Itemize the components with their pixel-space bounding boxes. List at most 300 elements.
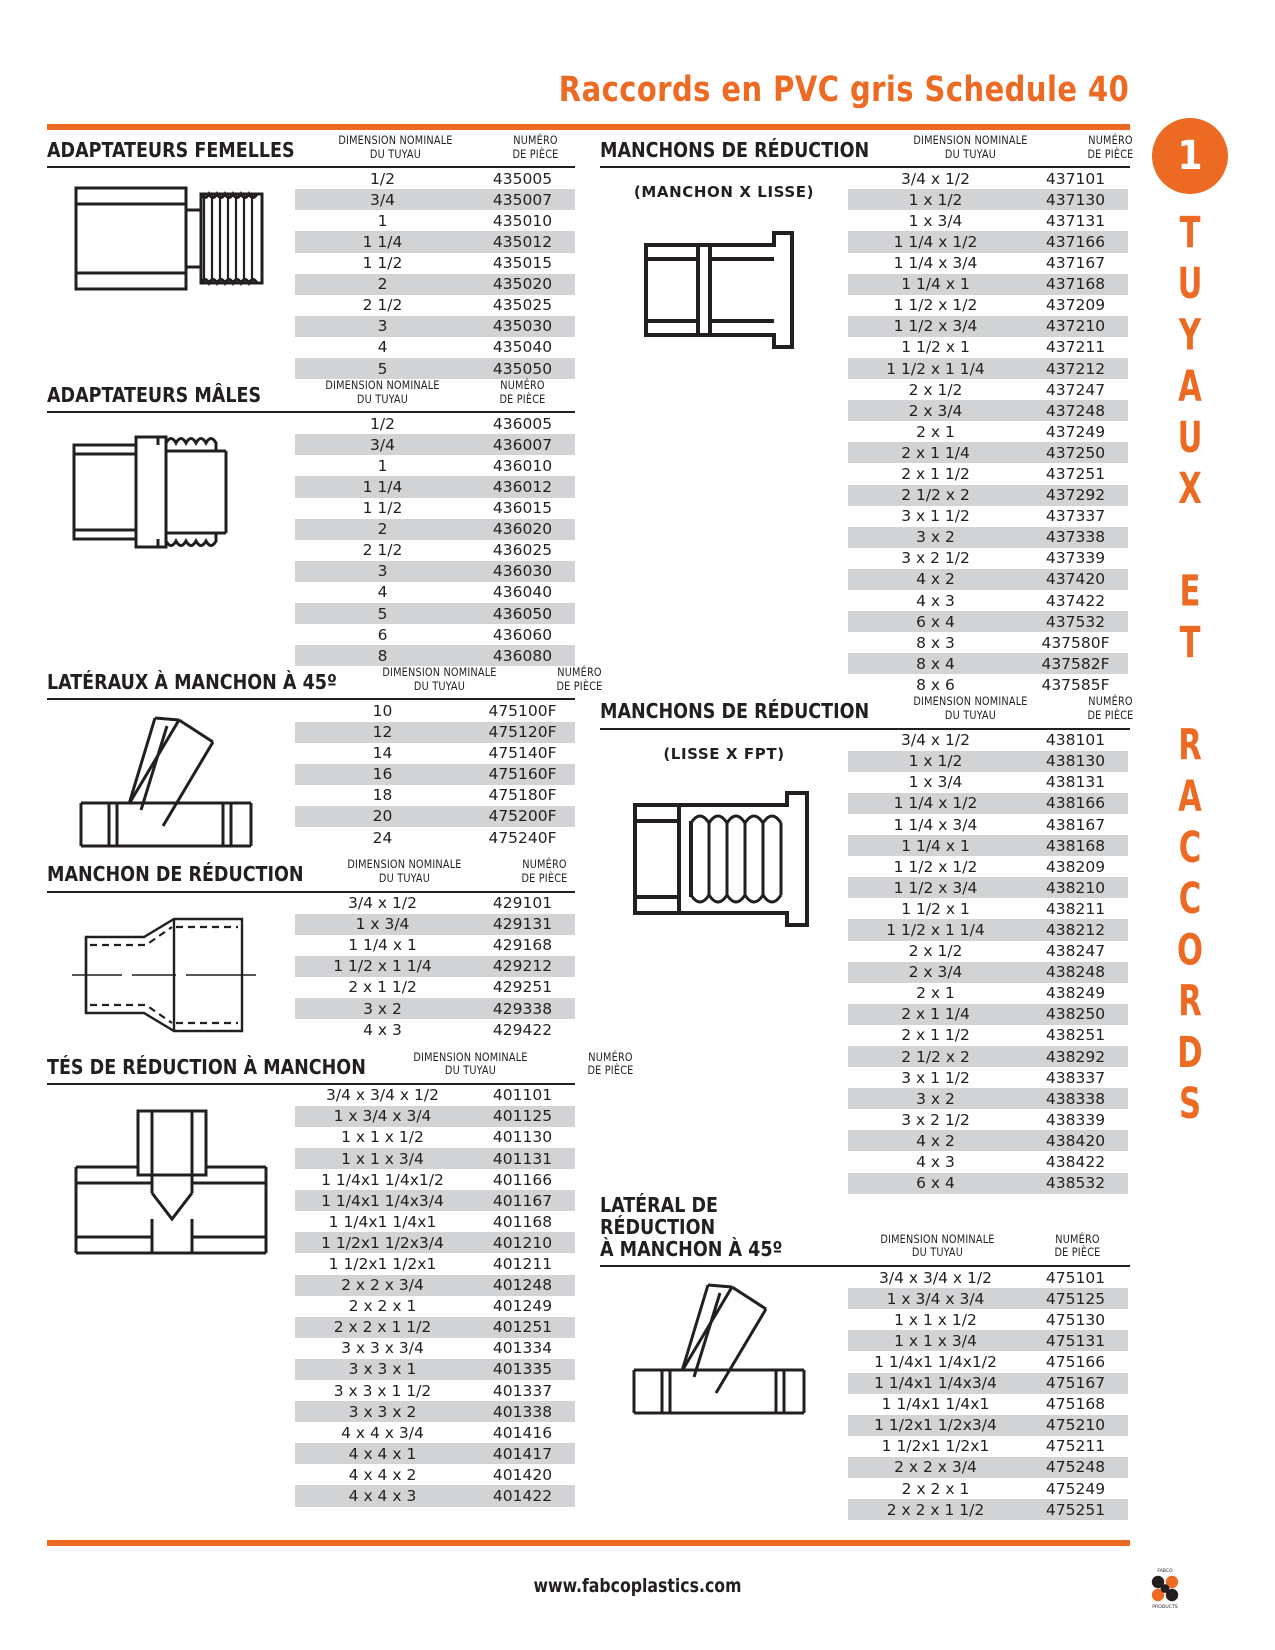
cell-part-number: 438338: [1045, 1089, 1106, 1108]
table-row: [295, 561, 575, 582]
cell-part-number: 437250: [1045, 443, 1106, 462]
cell-dimension: 2 1/2: [362, 541, 403, 560]
table-row: [848, 1309, 1128, 1330]
column-header-part-number-line1: NUMÉRO: [1055, 1231, 1100, 1246]
section-title: MANCHON DE RÉDUCTION: [47, 862, 304, 887]
cell-part-number: 435005: [492, 169, 553, 188]
table-row: [848, 463, 1128, 484]
table-row: [848, 527, 1128, 548]
table-row: [848, 421, 1128, 442]
table-row: [848, 814, 1128, 835]
cell-dimension: 4: [377, 583, 388, 602]
cell-part-number: 401422: [492, 1487, 553, 1506]
table-row: [295, 189, 575, 210]
table-row: [848, 1088, 1128, 1109]
table-row: [295, 1211, 575, 1232]
cell-part-number: 401417: [492, 1444, 553, 1463]
table-row: [848, 400, 1128, 421]
table-row: [295, 295, 575, 316]
cell-part-number: 437210: [1045, 317, 1106, 336]
header-divider-rule: [47, 124, 1130, 130]
svg-text:PRODUCTS: PRODUCTS: [1152, 1605, 1178, 1610]
cell-part-number: 401101: [492, 1086, 553, 1105]
cell-dimension: 2 x 1 1/2: [901, 1026, 970, 1045]
table-row: [848, 337, 1128, 358]
cell-part-number: 437585F: [1041, 675, 1110, 694]
cell-dimension: 3 x 2 1/2: [901, 549, 970, 568]
section-body: [47, 893, 575, 1051]
section-body: [47, 413, 575, 666]
table-row: [295, 231, 575, 252]
cell-dimension: 2: [377, 520, 388, 539]
cell-part-number: 437166: [1045, 232, 1106, 251]
section-title: MANCHONS DE RÉDUCTION: [600, 138, 870, 162]
cell-part-number: 438168: [1045, 836, 1106, 855]
cell-dimension: 1 1/4x1 1/4x1/2: [874, 1352, 997, 1371]
cell-part-number: 438210: [1045, 878, 1106, 897]
cell-dimension: 1 1/2x1 1/2x3/4: [321, 1233, 444, 1252]
cell-dimension: 2 1/2: [362, 296, 403, 315]
table-row: [848, 358, 1128, 379]
cell-dimension: 1 1/4 x 1: [348, 936, 417, 955]
table-row: [295, 358, 575, 379]
column-header-part-number-line2: DE PIÈCE: [1087, 146, 1134, 161]
table-row: [848, 168, 1128, 189]
table-row: [848, 1046, 1128, 1067]
product-table: [295, 1085, 575, 1507]
cell-part-number: 429131: [492, 915, 553, 934]
table-row: [295, 893, 575, 914]
cell-part-number: 401210: [492, 1233, 553, 1252]
column-header-part-number: [1028, 1233, 1127, 1263]
table-row: [848, 485, 1128, 506]
table-row: [848, 1151, 1128, 1172]
section-title: ADAPTATEURS FEMELLES: [47, 138, 295, 162]
table-row: [848, 772, 1128, 793]
table-row: [295, 624, 575, 645]
cell-part-number: 438251: [1045, 1026, 1106, 1045]
cell-part-number: 475167: [1045, 1374, 1106, 1393]
table-row: [295, 998, 575, 1019]
cell-dimension: 20: [372, 807, 393, 826]
table-row: [848, 1394, 1128, 1415]
cell-part-number: 435015: [492, 254, 553, 273]
cell-part-number: 401420: [492, 1465, 553, 1484]
cell-part-number: 436007: [492, 435, 553, 454]
cell-part-number: 436040: [492, 583, 553, 602]
product-illustration: [600, 168, 848, 695]
table-row: [848, 548, 1128, 569]
cell-part-number: 437211: [1045, 338, 1106, 357]
cell-part-number: 437212: [1045, 359, 1106, 378]
table-column-headers: [883, 695, 1163, 725]
table-row: [848, 1109, 1128, 1130]
table-row: [848, 751, 1128, 772]
table-row: [295, 1085, 575, 1106]
cell-dimension: 1 x 3/4: [355, 915, 410, 934]
column-header-part-number-line1: NUMÉRO: [500, 378, 545, 393]
cell-dimension: 4 x 3: [363, 1020, 402, 1039]
column-header-part-number-line2: DE PIÈCE: [499, 391, 546, 406]
section-body: [600, 1267, 1130, 1520]
table-column-headers: [308, 134, 588, 164]
cell-dimension: 1/2: [370, 414, 395, 433]
cell-dimension: 3 x 3 x 1 1/2: [333, 1381, 432, 1400]
cell-part-number: 401125: [492, 1107, 553, 1126]
cell-dimension: 1 1/4 x 1/2: [893, 794, 978, 813]
cell-dimension: 2 x 2 x 3/4: [894, 1458, 977, 1477]
cell-dimension: 4 x 3: [916, 591, 955, 610]
section-header: [47, 134, 575, 166]
table-row: [848, 653, 1128, 674]
section-body: [600, 730, 1130, 1194]
cell-dimension: 1 1/4 x 3/4: [893, 254, 978, 273]
cell-part-number: 435010: [492, 211, 553, 230]
cell-dimension: 3 x 3 x 1: [348, 1360, 417, 1379]
cell-dimension: 1 x 3/4 x 3/4: [886, 1289, 985, 1308]
column-header-part-number-line1: NUMÉRO: [587, 1049, 633, 1064]
column-header-part-number: [473, 379, 572, 409]
cell-part-number: 438130: [1045, 752, 1106, 771]
product-table: [295, 168, 575, 379]
table-column-headers: [317, 858, 597, 888]
cell-part-number: 436080: [492, 646, 553, 665]
cell-part-number: 437532: [1045, 612, 1106, 631]
cell-part-number: 435030: [492, 317, 553, 336]
section-body: [47, 1085, 575, 1507]
cell-dimension: 4 x 4 x 3: [348, 1487, 417, 1506]
footer-website-url[interactable]: www.fabcoplastics.com: [533, 1575, 742, 1597]
table-row: [295, 1380, 575, 1401]
cell-part-number: 429422: [492, 1020, 553, 1039]
table-row: [848, 231, 1128, 252]
cell-part-number: 437422: [1045, 591, 1106, 610]
product-illustration: [600, 730, 848, 1194]
table-row: [848, 590, 1128, 611]
cell-dimension: 1 1/4 x 1/2: [893, 232, 978, 251]
cell-part-number: 438167: [1045, 815, 1106, 834]
reducing-tee-figure: [66, 1093, 276, 1283]
cell-dimension: 1 1/2x1 1/2x1: [328, 1254, 437, 1273]
cell-dimension: 1 1/4x1 1/4x1: [328, 1212, 437, 1231]
table-row: [848, 189, 1128, 210]
table-row: [848, 1067, 1128, 1088]
product-section-manchons-reduction-lisse-x-fpt: [600, 694, 1134, 1193]
product-table: [848, 730, 1128, 1194]
table-row: [295, 519, 575, 540]
cell-dimension: 4 x 3: [916, 1153, 955, 1172]
column-header-part-number: [495, 858, 594, 888]
cell-dimension: 6: [377, 625, 388, 644]
cell-dimension: 3 x 1 1/2: [901, 1068, 970, 1087]
cell-part-number: 437167: [1045, 254, 1106, 273]
cell-part-number: 475251: [1045, 1500, 1106, 1519]
cell-part-number: 475211: [1045, 1437, 1106, 1456]
cell-part-number: 437248: [1045, 401, 1106, 420]
table-row: [295, 1019, 575, 1040]
product-section-lateraux-manchon-45: [47, 665, 603, 858]
cell-dimension: 14: [372, 744, 393, 763]
cell-part-number: 438337: [1045, 1068, 1106, 1087]
cell-dimension: 1: [377, 211, 388, 230]
column-header-dimension: [889, 695, 1054, 725]
product-illustration: [47, 893, 295, 1051]
cell-part-number: 475210: [1045, 1416, 1106, 1435]
column-header-part-number-line1: NUMÉRO: [1088, 133, 1134, 147]
section-subtitle: (LISSE X FPT): [663, 744, 785, 763]
column-header-part-number: [1062, 695, 1161, 725]
table-row: [295, 1232, 575, 1253]
cell-dimension: 1: [377, 456, 388, 475]
product-table: [848, 168, 1128, 695]
product-illustration: [47, 413, 295, 666]
column-header-part-number-line2: DE PIÈCE: [512, 146, 559, 161]
column-header-dimension-line2: DU TUYAU: [379, 871, 431, 885]
cell-part-number: 401166: [492, 1170, 553, 1189]
section-header: [47, 665, 603, 698]
cell-part-number: 435040: [492, 338, 553, 357]
table-row: [295, 1296, 575, 1317]
cell-part-number: 401416: [492, 1423, 553, 1442]
cell-part-number: 475200F: [488, 807, 557, 826]
table-row: [848, 1373, 1128, 1394]
cell-dimension: 2 x 2 x 1: [901, 1479, 970, 1498]
cell-part-number: 429212: [492, 957, 553, 976]
female-adapter-figure: [66, 176, 276, 301]
product-section-manchon-de-reduction: [47, 858, 575, 1050]
cell-part-number: 401131: [492, 1149, 553, 1168]
table-row: [848, 1288, 1128, 1309]
table-column-headers: [883, 134, 1163, 164]
cell-dimension: 1 1/2: [362, 499, 403, 518]
cell-dimension: 1 1/4: [362, 232, 403, 251]
table-row: [295, 1275, 575, 1296]
lateral-45-figure: [71, 708, 271, 858]
cell-dimension: 1 1/2 x 1 1/4: [333, 957, 432, 976]
cell-dimension: 2 1/2 x 2: [901, 1047, 970, 1066]
cell-part-number: 437292: [1045, 486, 1106, 505]
cell-part-number: 438212: [1045, 920, 1106, 939]
cell-dimension: 2 x 1 1/2: [348, 978, 417, 997]
table-row: [848, 274, 1128, 295]
table-row: [295, 253, 575, 274]
cell-dimension: 1 1/2 x 1/2: [893, 857, 978, 876]
table-row: [848, 1330, 1128, 1351]
cell-part-number: 436025: [492, 541, 553, 560]
table-row: [295, 956, 575, 977]
cell-part-number: 475120F: [488, 723, 557, 742]
cell-part-number: 438247: [1045, 942, 1106, 961]
column-header-dimension: [300, 379, 465, 409]
section-title: LATÉRAUX À MANCHON À 45º: [47, 670, 337, 695]
cell-part-number: 438166: [1045, 794, 1106, 813]
table-row: [848, 941, 1128, 962]
cell-part-number: 437337: [1045, 507, 1106, 526]
cell-dimension: 1 1/4 x 1: [901, 836, 970, 855]
section-header: [47, 379, 575, 411]
cell-dimension: 3 x 2: [363, 999, 402, 1018]
cell-part-number: 437339: [1045, 549, 1106, 568]
table-row: [848, 1415, 1128, 1436]
cell-part-number: 437131: [1045, 211, 1106, 230]
section-tab-number: 1: [1152, 118, 1228, 194]
cell-dimension: 3/4 x 1/2: [901, 169, 970, 188]
cell-dimension: 8 x 3: [916, 633, 955, 652]
cell-dimension: 2 x 1 1/4: [901, 1005, 970, 1024]
cell-part-number: 429251: [492, 978, 553, 997]
column-header-part-number-line2: DE PIÈCE: [587, 1063, 634, 1078]
cell-part-number: 475166: [1045, 1352, 1106, 1371]
column-header-part-number: [486, 134, 585, 164]
cell-dimension: 1 x 1 x 1/2: [341, 1128, 424, 1147]
cell-dimension: 3/4 x 1/2: [348, 894, 417, 913]
table-row: [295, 476, 575, 497]
column-header-dimension-line1: DIMENSION NOMINALE: [382, 665, 497, 680]
cell-part-number: 437247: [1045, 380, 1106, 399]
table-row: [848, 506, 1128, 527]
cell-dimension: 3: [377, 317, 388, 336]
table-row: [295, 1401, 575, 1422]
column-header-part-number-line2: DE PIÈCE: [521, 871, 568, 885]
cell-part-number: 438292: [1045, 1047, 1106, 1066]
column-header-dimension: [855, 1233, 1020, 1263]
cell-part-number: 437249: [1045, 422, 1106, 441]
product-illustration: [600, 1267, 848, 1520]
table-row: [848, 379, 1128, 400]
table-row: [848, 730, 1128, 751]
cell-part-number: 438250: [1045, 1005, 1106, 1024]
cell-part-number: 437251: [1045, 464, 1106, 483]
column-header-dimension-line2: DU TUYAU: [414, 678, 466, 693]
table-row: [295, 1338, 575, 1359]
table-row: [295, 700, 575, 721]
column-header-dimension-line1: DIMENSION NOMINALE: [913, 133, 1028, 147]
cell-dimension: 1 1/2x1 1/2x1: [881, 1437, 990, 1456]
product-illustration: [47, 1085, 295, 1507]
cell-part-number: 435012: [492, 232, 553, 251]
section-header: [600, 1194, 1130, 1265]
table-row: [848, 1499, 1128, 1520]
column-header-part-number-line1: NUMÉRO: [557, 665, 602, 680]
table-row: [295, 1253, 575, 1274]
cell-part-number: 475168: [1045, 1395, 1106, 1414]
reducing-lateral-45-figure: [624, 1275, 824, 1425]
table-row: [295, 1359, 575, 1380]
table-row: [295, 582, 575, 603]
cell-dimension: 8 x 4: [916, 654, 955, 673]
table-row: [848, 674, 1128, 695]
column-header-part-number-line2: DE PIÈCE: [1054, 1245, 1101, 1260]
table-row: [295, 1464, 575, 1485]
section-tab-label: TUYAUX ET RACCORDS: [1170, 208, 1210, 1131]
table-row: [848, 1351, 1128, 1372]
column-header-dimension-line2: DU TUYAU: [444, 1063, 496, 1078]
table-row: [848, 1173, 1128, 1194]
product-table: [295, 413, 575, 666]
cell-dimension: 1 1/2: [362, 254, 403, 273]
cell-dimension: 8 x 6: [916, 675, 955, 694]
cell-part-number: 435025: [492, 296, 553, 315]
table-row: [295, 827, 575, 848]
product-table: [295, 700, 575, 858]
table-row: [295, 1106, 575, 1127]
cell-part-number: 438131: [1045, 773, 1106, 792]
cell-dimension: 4: [377, 338, 388, 357]
table-row: [295, 1169, 575, 1190]
cell-dimension: 2 x 1: [916, 984, 955, 1003]
table-row: [848, 1004, 1128, 1025]
cell-dimension: 3 x 2: [916, 1089, 955, 1108]
table-row: [295, 413, 575, 434]
cell-dimension: 1 1/2 x 3/4: [893, 878, 978, 897]
table-row: [848, 1436, 1128, 1457]
table-row: [848, 295, 1128, 316]
product-section-adaptateurs-femelles: [47, 134, 575, 379]
table-row: [295, 168, 575, 189]
table-row: [295, 1190, 575, 1211]
section-header: [600, 694, 1134, 727]
section-header: [600, 133, 1134, 166]
column-header-dimension-line1: DIMENSION NOMINALE: [347, 857, 462, 872]
cell-part-number: 438209: [1045, 857, 1106, 876]
cell-dimension: 2 x 1 1/4: [901, 443, 970, 462]
cell-part-number: 437209: [1045, 296, 1106, 315]
table-row: [295, 1127, 575, 1148]
cell-part-number: 401168: [492, 1212, 553, 1231]
table-row: [848, 442, 1128, 463]
cell-part-number: 435007: [492, 190, 553, 209]
table-row: [848, 1025, 1128, 1046]
column-header-dimension-line1: DIMENSION NOMINALE: [913, 694, 1028, 709]
cell-part-number: 438532: [1045, 1174, 1106, 1193]
column-header-dimension-line1: DIMENSION NOMINALE: [325, 378, 440, 393]
cell-dimension: 1 1/4x1 1/4x3/4: [321, 1191, 444, 1210]
bushing-fpt-figure: [600, 763, 848, 942]
table-row: [848, 962, 1128, 983]
cell-dimension: 3 x 1 1/2: [901, 507, 970, 526]
column-header-part-number: [1062, 134, 1161, 164]
cell-part-number: 401335: [492, 1360, 553, 1379]
product-section-tes-de-reduction-a-manchon: [47, 1049, 634, 1507]
cell-dimension: 2 x 2 x 1 1/2: [333, 1318, 432, 1337]
table-column-headers: [352, 666, 632, 696]
cell-dimension: 1 x 3/4 x 3/4: [333, 1107, 432, 1126]
cell-dimension: 1 x 1 x 1/2: [894, 1310, 977, 1329]
table-row: [295, 1485, 575, 1506]
cell-dimension: 2 1/2 x 2: [901, 486, 970, 505]
cell-dimension: 4 x 4 x 3/4: [341, 1423, 424, 1442]
column-header-dimension: [313, 134, 478, 164]
cell-dimension: 1 1/2x1 1/2x3/4: [874, 1416, 997, 1435]
column-header-part-number-line2: DE PIÈCE: [1087, 708, 1134, 723]
table-row: [295, 806, 575, 827]
cell-part-number: 436010: [492, 456, 553, 475]
cell-dimension: 1 1/2 x 3/4: [893, 317, 978, 336]
column-header-dimension: [388, 1051, 553, 1081]
section-title: ADAPTATEURS MÂLES: [47, 383, 262, 408]
column-header-dimension-line2: DU TUYAU: [911, 1245, 964, 1260]
table-row: [848, 983, 1128, 1004]
cell-dimension: 1 1/2 x 1/2: [893, 296, 978, 315]
cell-dimension: 1 1/4: [362, 478, 403, 497]
cell-part-number: 401338: [492, 1402, 553, 1421]
cell-dimension: 3 x 2: [916, 528, 955, 547]
cell-dimension: 16: [372, 765, 393, 784]
cell-part-number: 475101: [1045, 1268, 1106, 1287]
cell-part-number: 438339: [1045, 1110, 1106, 1129]
table-row: [295, 540, 575, 561]
cell-part-number: 429101: [492, 894, 553, 913]
